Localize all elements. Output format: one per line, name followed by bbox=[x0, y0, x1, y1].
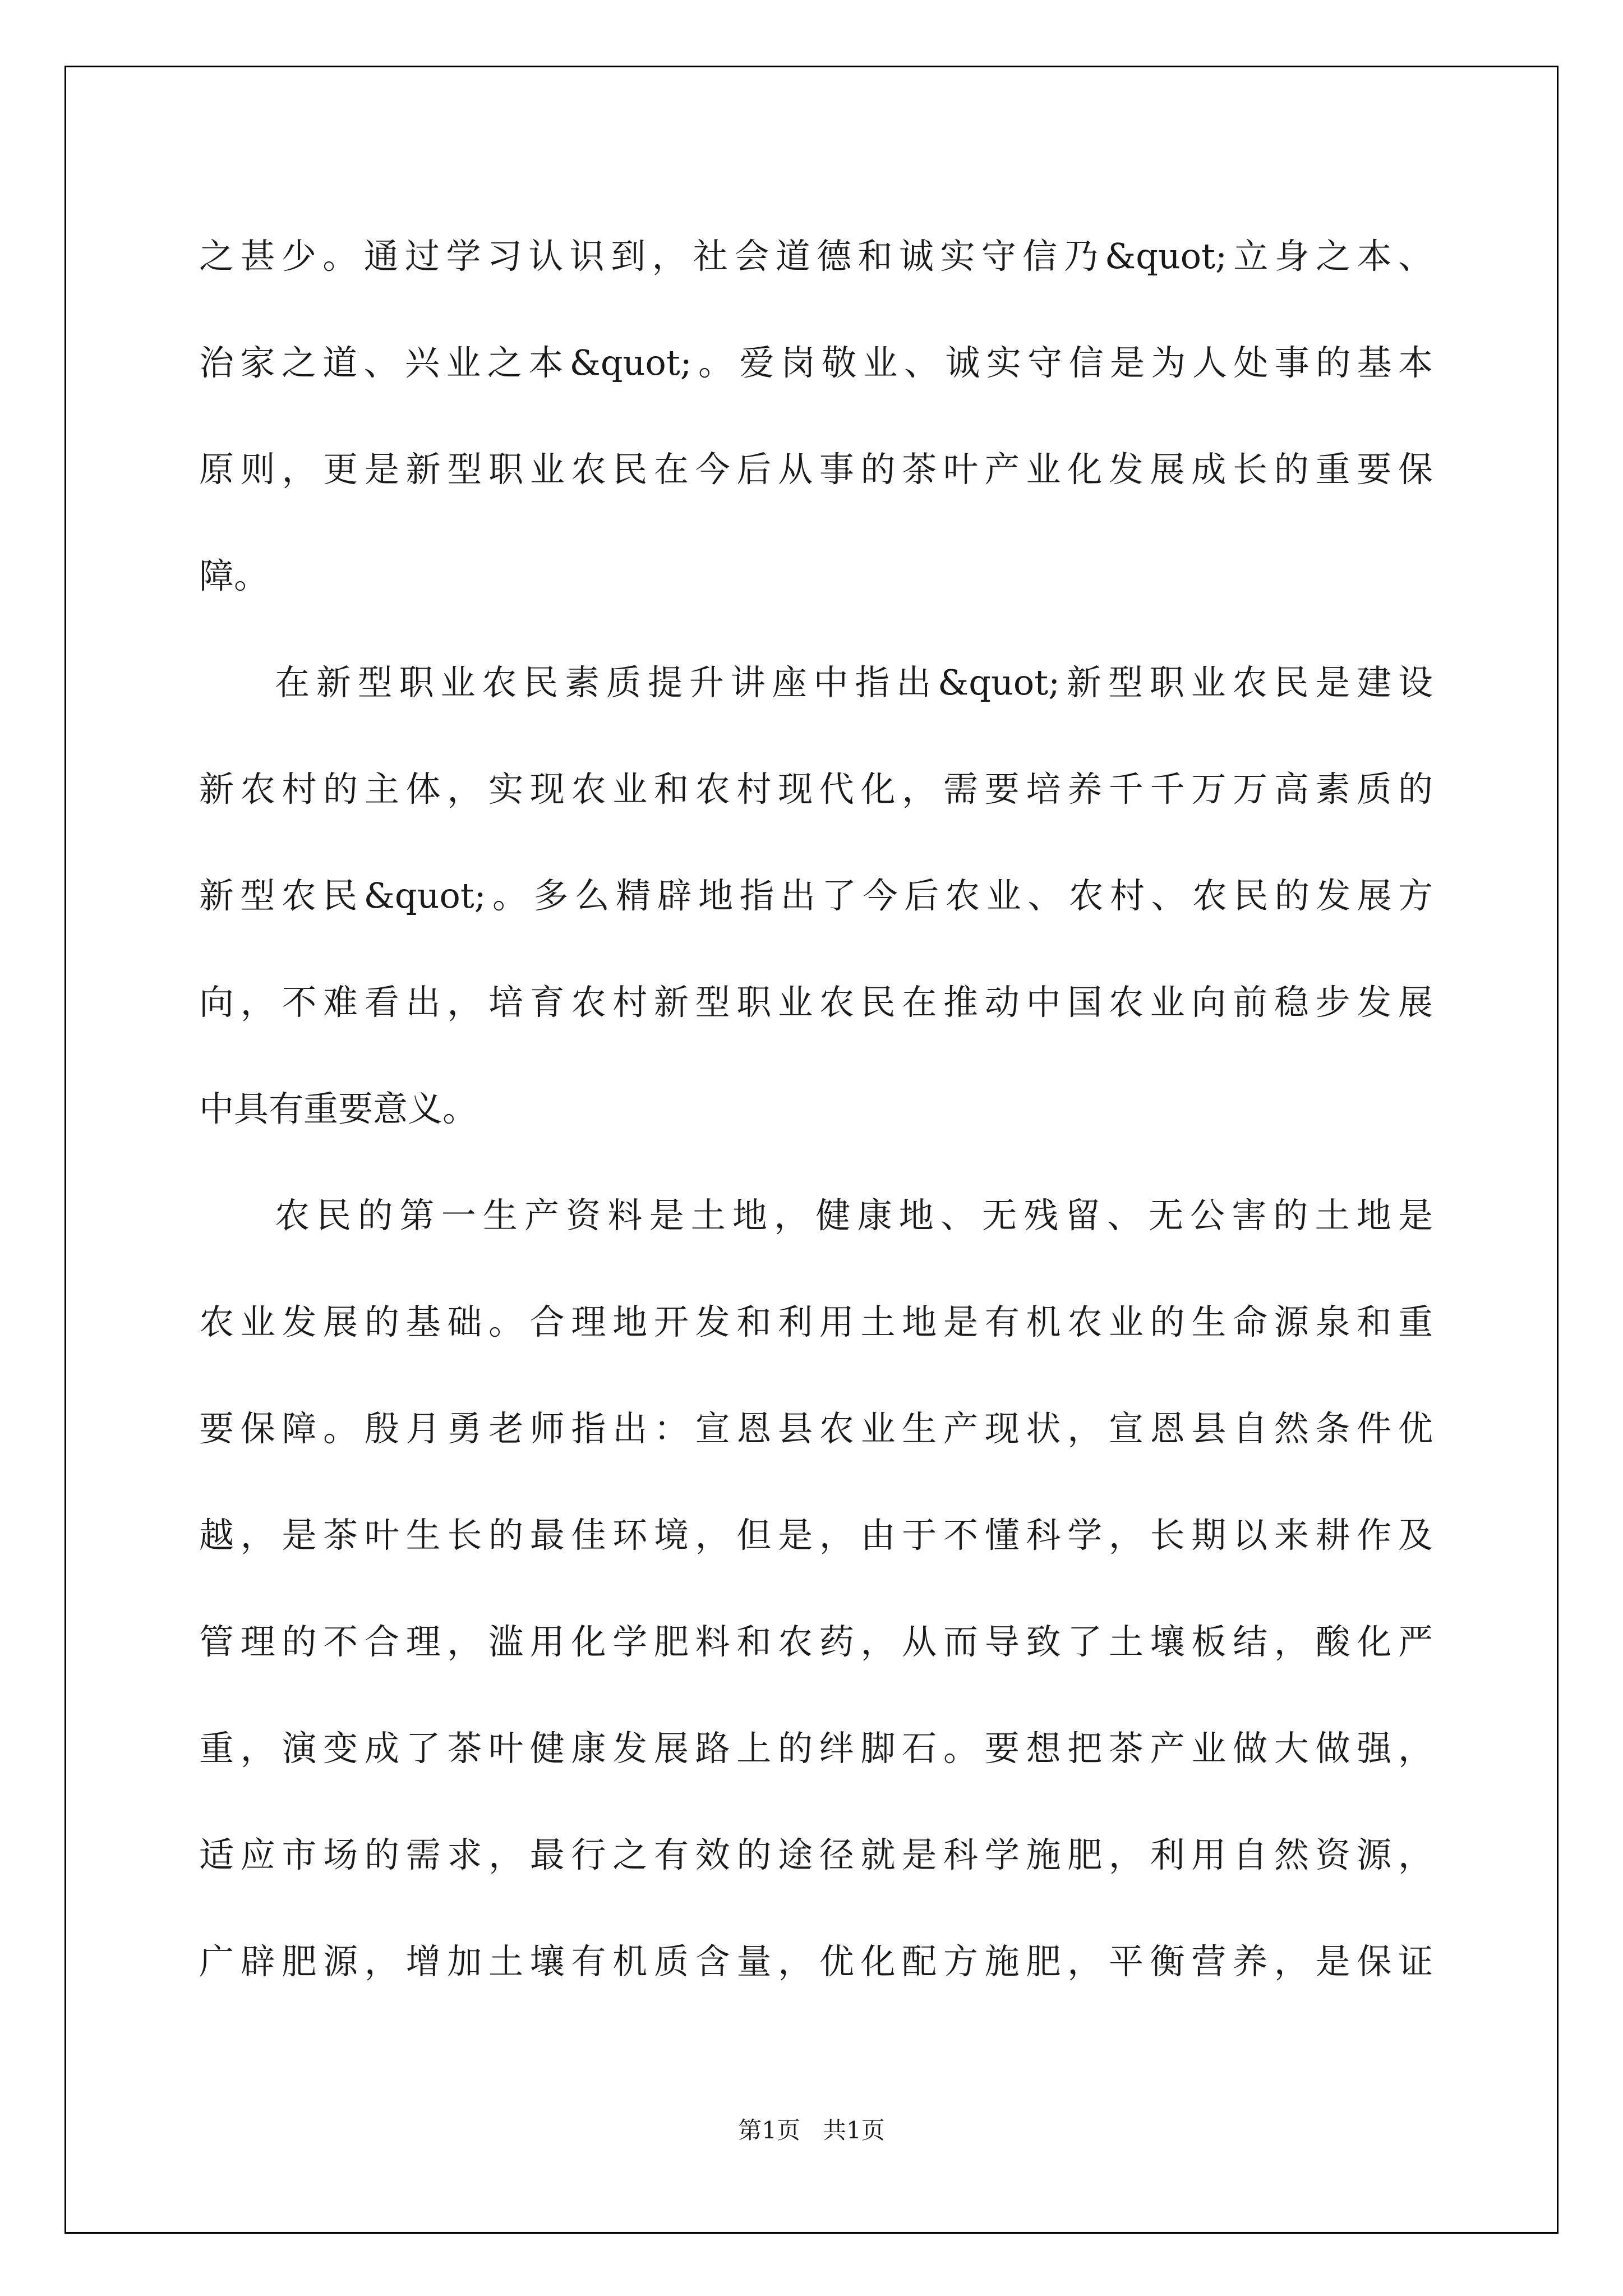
document-body bbox=[199, 203, 1433, 2015]
text-line: 适应市场的需求，最行之有效的途径就是科学施肥，利用自然资源， bbox=[199, 1834, 1433, 1875]
page-footer bbox=[0, 2112, 1623, 2146]
text-line: 向，不难看出，培育农村新型职业农民在推动中国农业向前稳步发展 bbox=[199, 982, 1433, 1023]
text-line: 之甚少。通过学习认识到，社会道德和诚实守信乃&quot;立身之本、 bbox=[199, 236, 1433, 277]
text-line: 要保障。殷月勇老师指出：宣恩县农业生产现状，宣恩县自然条件优 bbox=[199, 1408, 1433, 1449]
text-line: 新型农民&quot;。多么精辟地指出了今后农业、农村、农民的发展方 bbox=[199, 875, 1433, 916]
page-number: 第1页 bbox=[738, 2116, 800, 2144]
text-line: 农民的第一生产资料是土地，健康地、无残留、无公害的土地是 bbox=[275, 1195, 1433, 1236]
text-line: 中具有重要意义。 bbox=[199, 1088, 478, 1129]
text-line: 新农村的主体，实现农业和农村现代化，需要培养千千万万高素质的 bbox=[199, 769, 1433, 809]
text-line: 农业发展的基础。合理地开发和利用土地是有机农业的生命源泉和重 bbox=[199, 1301, 1433, 1342]
text-line: 广辟肥源，增加土壤有机质含量，优化配方施肥，平衡营养，是保证 bbox=[199, 1941, 1433, 1982]
page-total: 共1页 bbox=[823, 2116, 885, 2144]
text-line: 管理的不合理，滥用化学肥料和农药，从而导致了土壤板结，酸化严 bbox=[199, 1621, 1433, 1662]
text-line: 越，是茶叶生长的最佳环境，但是，由于不懂科学，长期以来耕作及 bbox=[199, 1515, 1433, 1556]
text-line: 治家之道、兴业之本&quot;。爱岗敬业、诚实守信是为人处事的基本 bbox=[199, 342, 1433, 383]
text-line: 重，演变成了茶叶健康发展路上的绊脚石。要想把茶产业做大做强， bbox=[199, 1728, 1433, 1769]
text-line: 在新型职业农民素质提升讲座中指出&quot;新型职业农民是建设 bbox=[275, 662, 1433, 703]
text-line: 原则，更是新型职业农民在今后从事的茶叶产业化发展成长的重要保 bbox=[199, 449, 1433, 490]
text-line: 障。 bbox=[199, 555, 269, 596]
